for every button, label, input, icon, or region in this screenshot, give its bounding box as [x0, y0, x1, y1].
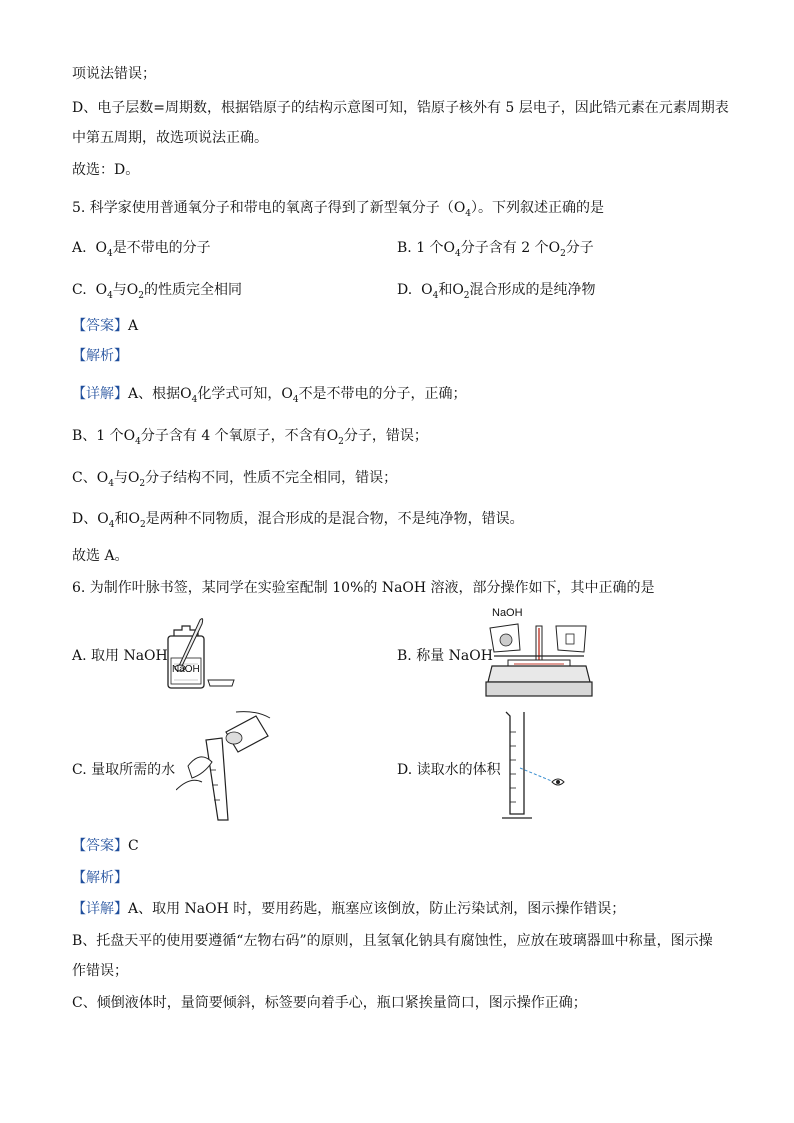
q6-stem: 6. 为制作叶脉书签，某同学在实验室配制 10%的 NaOH 溶液，部分操作如下，其中正确的是: [72, 580, 655, 596]
q6-detail-c: C、倾倒液体时，量筒要倾斜，标签要向着手心，瓶口紧挨量筒口，图示操作正确；: [72, 995, 587, 1011]
q6-option-b: B. 称量 NaOH: [397, 648, 493, 664]
q6-detail-a: 【详解】A、取用 NaOH 时，要用药匙，瓶塞应该倒放，防止污染试剂，图示操作错误；: [72, 901, 626, 917]
q5-option-b: B. 1 个$O_4$分子含有 2 个$O_2$分子: [397, 240, 594, 259]
balance-label: NaOH: [492, 607, 523, 619]
q5-detail-b: B、1 个$O_4$分子含有 4 个氧原子，不含有$O_2$分子，错误；: [72, 428, 428, 447]
q6-option-a: A. 取用 NaOH: [72, 648, 168, 664]
q6-option-c: C. 量取所需的水: [72, 762, 176, 778]
q6-detail-b-2: 作错误；: [72, 963, 128, 979]
q5-stem: 5. 科学家使用普通氧分子和带电的氧离子得到了新型氧分子$(O_4)$。下列叙述正确的是: [72, 200, 605, 219]
reading-figure: [496, 708, 576, 826]
q5-option-d: D. $O_4$和$O_2$混合形成的是纯净物: [397, 282, 596, 301]
pouring-figure: [176, 710, 272, 826]
q6-answer: 【答案】C: [72, 838, 139, 854]
prev-line-1: 项说法错误；: [72, 66, 156, 82]
bottle-label: NaOH: [172, 664, 200, 675]
q5-analysis-label: 【解析】: [72, 348, 128, 364]
q6-analysis-label: 【解析】: [72, 870, 128, 886]
q5-option-c: C. $O_4$与$O_2$的性质完全相同: [72, 282, 243, 301]
reagent-bottle-figure: [160, 614, 240, 694]
q6-option-d: D. 读取水的体积: [397, 762, 501, 778]
prev-line-4: 故选：D。: [72, 162, 140, 178]
q5-answer: 【答案】A: [72, 318, 139, 334]
q5-detail-d: D、$O_4$和$O_2$是两种不同物质，混合形成的是混合物，不是纯净物，错误。: [72, 511, 524, 530]
q5-detail-c: C、$O_4$与$O_2$分子结构不同，性质不完全相同，错误；: [72, 470, 398, 489]
q5-option-a: A. $O_4$是不带电的分子: [72, 240, 211, 259]
prev-line-3: 中第五周期，故选项说法正确。: [72, 130, 268, 146]
prev-line-2: D、电子层数=周期数，根据锆原子的结构示意图可知，锆原子核外有 5 层电子，因此锆元素在元素周期表: [72, 100, 729, 116]
q5-detail-a: 【详解】A、根据$O_4$化学式可知，$O_4$不是不带电的分子，正确；: [72, 386, 467, 405]
q5-conclusion: 故选 A。: [72, 548, 129, 564]
balance-figure: [484, 620, 594, 702]
q6-detail-b-1: B、托盘天平的使用要遵循“左物右码”的原则，且氢氧化钠具有腐蚀性，应放在玻璃器皿中称量，图示操: [72, 933, 713, 949]
